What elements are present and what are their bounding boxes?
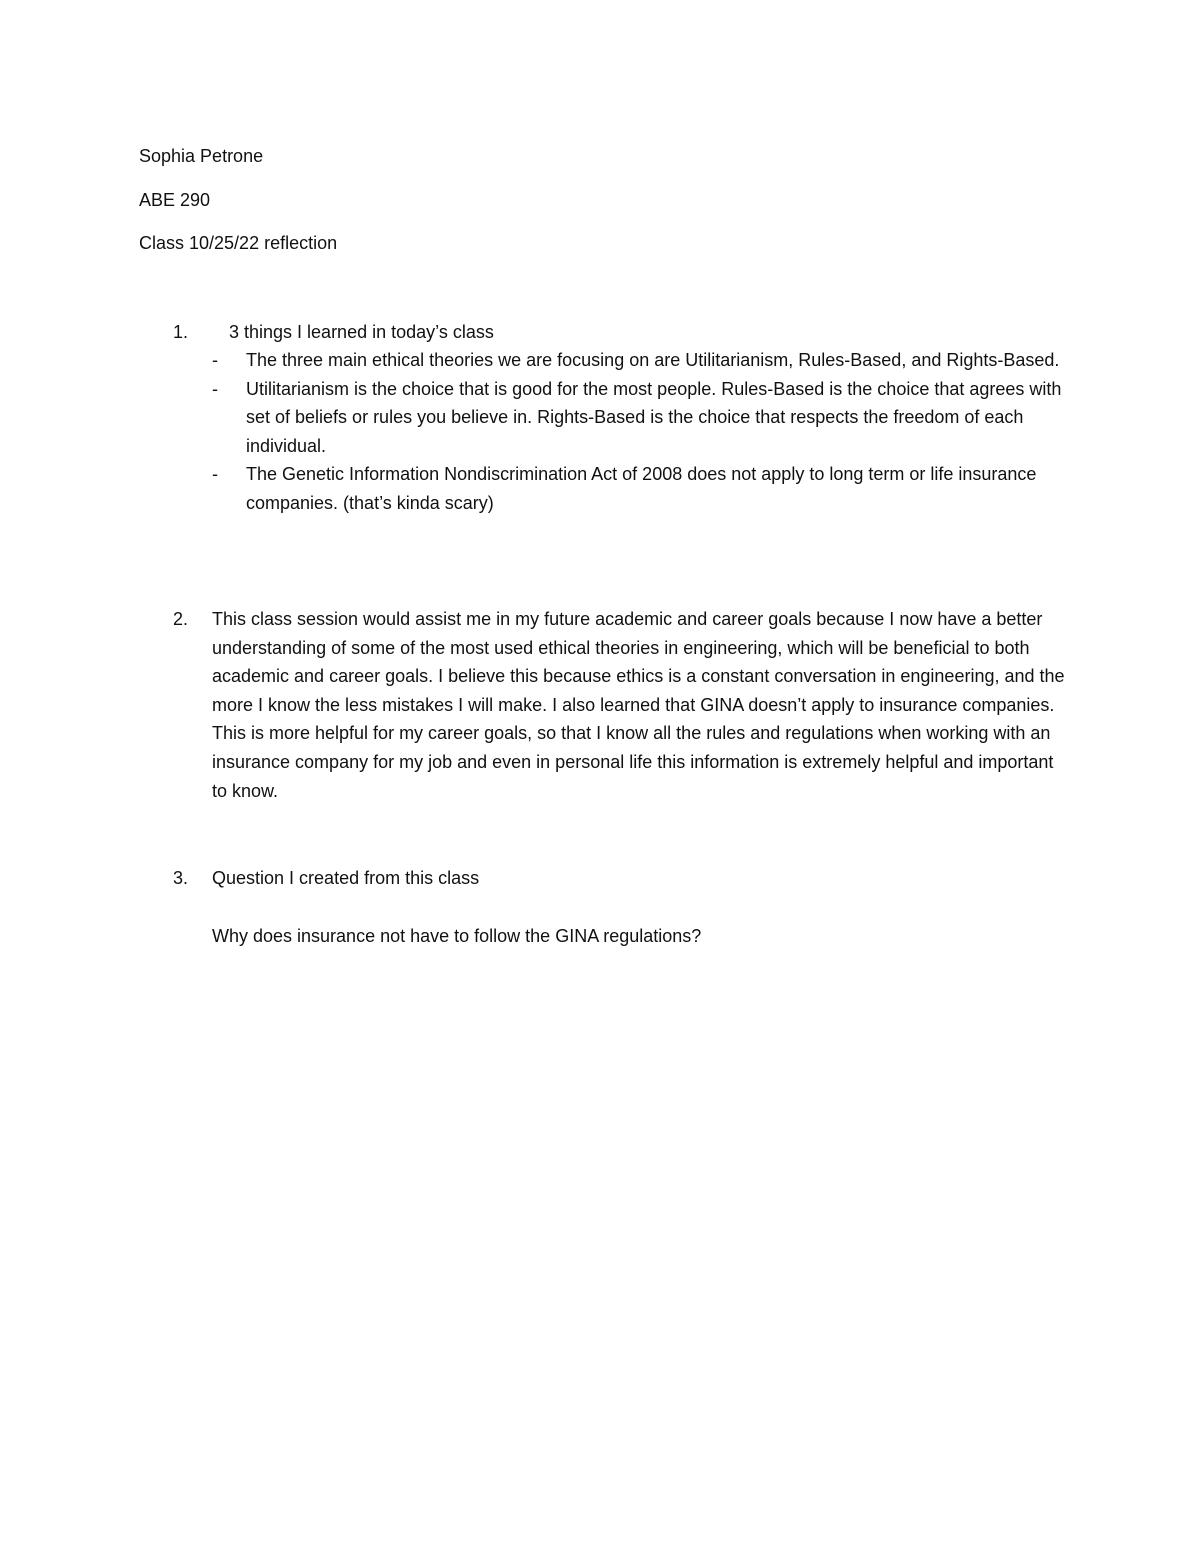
item-3-title: Question I created from this class bbox=[212, 868, 480, 888]
list-item bbox=[212, 375, 1072, 461]
bullet-dash: - bbox=[212, 378, 218, 399]
item-3-number: 3. bbox=[173, 868, 189, 888]
item-2-paragraph: This class session would assist me in my future academic and career goals because I now have a better understanding of some of the most used ethical theories in engineering, which will be beneficial to both academic and career goals. I believe this because ethics is a constant conversation in engineering, and the more I know the less mistakes I will make. I also learned that GINA doesn’t apply to insurance companies. This is more helpful for my career goals, so that I know all the rules and regulations when working with an insurance company for my job and even in personal life this information is extremely helpful and important to know. bbox=[212, 609, 1065, 801]
item-2-number: 2. bbox=[173, 609, 189, 629]
bullet-text: The three main ethical theories we are focusing on are Utilitarianism, Rules-Based, and Rights-Based. bbox=[246, 350, 1060, 370]
item-1-number: 1. bbox=[173, 322, 189, 342]
document-title: Class 10/25/22 reflection bbox=[139, 233, 338, 253]
bullet-text: Utilitarianism is the choice that is good for the most people. Rules-Based is the choice that agrees with set of beliefs or rules you believe in. Rights-Based is the choice that respects the freedom of each individual. bbox=[246, 378, 1062, 456]
item-1-title: 3 things I learned in today’s class bbox=[229, 322, 494, 342]
author-name: Sophia Petrone bbox=[139, 146, 264, 166]
item-1-bullet-list bbox=[212, 346, 1072, 518]
question-text: Why does insurance not have to follow the GINA regulations? bbox=[212, 926, 702, 946]
bullet-dash: - bbox=[212, 350, 218, 370]
list-item bbox=[212, 460, 1072, 517]
course-code: ABE 290 bbox=[139, 190, 211, 210]
list-item bbox=[212, 346, 1072, 375]
bullet-dash: - bbox=[212, 464, 218, 485]
bullet-text: The Genetic Information Nondiscrimination Act of 2008 does not apply to long term or life insurance companies. (that’s kinda scary) bbox=[246, 464, 1037, 513]
